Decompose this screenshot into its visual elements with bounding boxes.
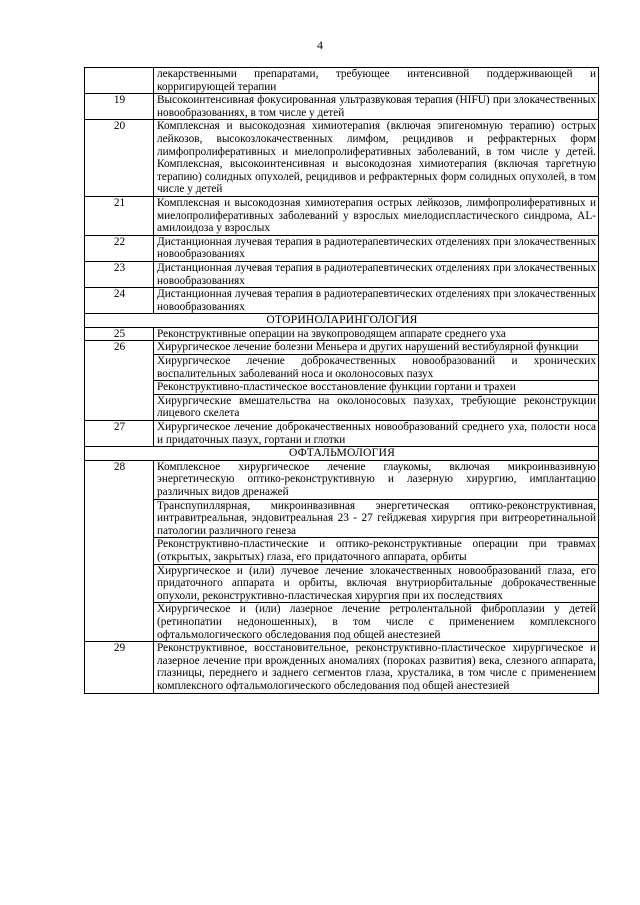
table-row (85, 564, 599, 603)
section-header-row (85, 447, 599, 461)
row-number: 24 (85, 288, 154, 314)
procedure-description: Реконструктивное, восстановительное, реконструктивно-пластическое хирургическое и лазерное лечение при врожденных аномалиях (пороках развития) века, слезного аппарата, глазницы, переднего и заднего сегментов глаза, хрусталика, в том числе с применением комплексного офтальмологического обследования под общей анестезией (154, 642, 599, 693)
table-row (85, 381, 599, 395)
table-row (85, 68, 599, 94)
procedure-description: Транспупиллярная, микроинвазивная энергетическая оптико-реконструктивная, интравитреальная, эндовитреальная 23 - 27 гейджевая хирургия при витреоретинальной патологии различного генеза (154, 499, 599, 538)
procedure-description: Дистанционная лучевая терапия в радиотерапевтических отделениях при злокачественных новообразованиях (154, 261, 599, 287)
table-row (85, 261, 599, 287)
row-number: 22 (85, 235, 154, 261)
table-row (85, 288, 599, 314)
procedure-description: Реконструктивные операции на звукопроводящем аппарате среднего уха (154, 327, 599, 341)
row-number: 26 (85, 341, 154, 421)
table-row (85, 499, 599, 538)
row-number (85, 68, 154, 94)
procedure-description: Хирургическое лечение доброкачественных новообразований и хронических воспалительных заболеваний носа и околоносовых пазух (154, 355, 599, 381)
procedure-description: Хирургическое и (или) лучевое лечение злокачественных новообразований глаза, его придаточного аппарата и орбиты, включая внутриорбитальные доброкачественные опухоли, реконструктивно-пластическая хирургия при их последствиях (154, 564, 599, 603)
procedure-description: Реконструктивно-пластические и оптико-реконструктивные операции при травмах (открытых, закрытых) глаза, его придаточного аппарата, орбиты (154, 538, 599, 564)
procedure-description: Комплексная и высокодозная химиотерапия (включая эпигеномную терапию) острых лейкозов, высокозлокачественных лимфом, рецидивов и рефрактерных форм лимфопролиферативных и миелопролиферативных заболеваний, в том числе у детей. Комплексная, высокоинтенсивная и высокодозная химиотерапия (включая таргетную терапию) солидных опухолей, рецидивов и рефрактерных форм солидных опухолей, в том числе у детей (154, 120, 599, 197)
section-title: ОТОРИНОЛАРИНГОЛОГИЯ (85, 314, 599, 328)
table-row (85, 394, 599, 420)
section-title: ОФТАЛЬМОЛОГИЯ (85, 447, 599, 461)
procedure-description: Высокоинтенсивная фокусированная ультразвуковая терапия (HIFU) при злокачественных новообразованиях, в том числе у детей (154, 94, 599, 120)
table-row (85, 94, 599, 120)
table-row (85, 355, 599, 381)
section-header-row (85, 314, 599, 328)
row-number: 29 (85, 642, 154, 693)
row-number: 28 (85, 460, 154, 641)
procedure-description: Комплексная и высокодозная химиотерапия острых лейкозов, лимфопролиферативных и миелопролиферативных заболеваний у взрослых миелодиспластического синдрома, AL-амилоидоза у взрослых (154, 196, 599, 235)
procedure-description: Комплексное хирургическое лечение глаукомы, включая микроинвазивную энергетическую оптико-реконструктивную и лазерную хирургию, имплантацию различных видов дренажей (154, 460, 599, 499)
row-number: 21 (85, 196, 154, 235)
procedure-description: Хирургическое и (или) лазерное лечение ретролентальной фиброплазии у детей (ретинопатии недоношенных), в том числе с применением комплексного офтальмологического обследования под общей анестезией (154, 603, 599, 642)
table-row (85, 327, 599, 341)
procedure-description: Реконструктивно-пластическое восстановление функции гортани и трахеи (154, 381, 599, 395)
page-number: 4 (317, 38, 323, 52)
procedure-description: Хирургические вмешательства на околоносовых пазухах, требующие реконструкции лицевого скелета (154, 394, 599, 420)
row-number: 19 (85, 94, 154, 120)
table-row (85, 120, 599, 197)
procedures-table (84, 67, 599, 694)
procedure-description: Дистанционная лучевая терапия в радиотерапевтических отделениях при злокачественных новообразованиях (154, 288, 599, 314)
row-number: 27 (85, 421, 154, 447)
row-number: 25 (85, 327, 154, 341)
table-row (85, 642, 599, 693)
table-row (85, 421, 599, 447)
table-row (85, 341, 599, 355)
table-row (85, 235, 599, 261)
procedure-description: лекарственными препаратами, требующее интенсивной поддерживающей и корригирующей терапии (154, 68, 599, 94)
table-row (85, 603, 599, 642)
table-body (85, 68, 599, 694)
procedure-description: Дистанционная лучевая терапия в радиотерапевтических отделениях при злокачественных новообразованиях (154, 235, 599, 261)
procedure-description: Хирургическое лечение болезни Меньера и других нарушений вестибулярной функции (154, 341, 599, 355)
row-number: 23 (85, 261, 154, 287)
row-number: 20 (85, 120, 154, 197)
table-row (85, 538, 599, 564)
procedure-description: Хирургическое лечение доброкачественных новообразований среднего уха, полости носа и придаточных пазух, гортани и глотки (154, 421, 599, 447)
table-row (85, 460, 599, 499)
table-row (85, 196, 599, 235)
